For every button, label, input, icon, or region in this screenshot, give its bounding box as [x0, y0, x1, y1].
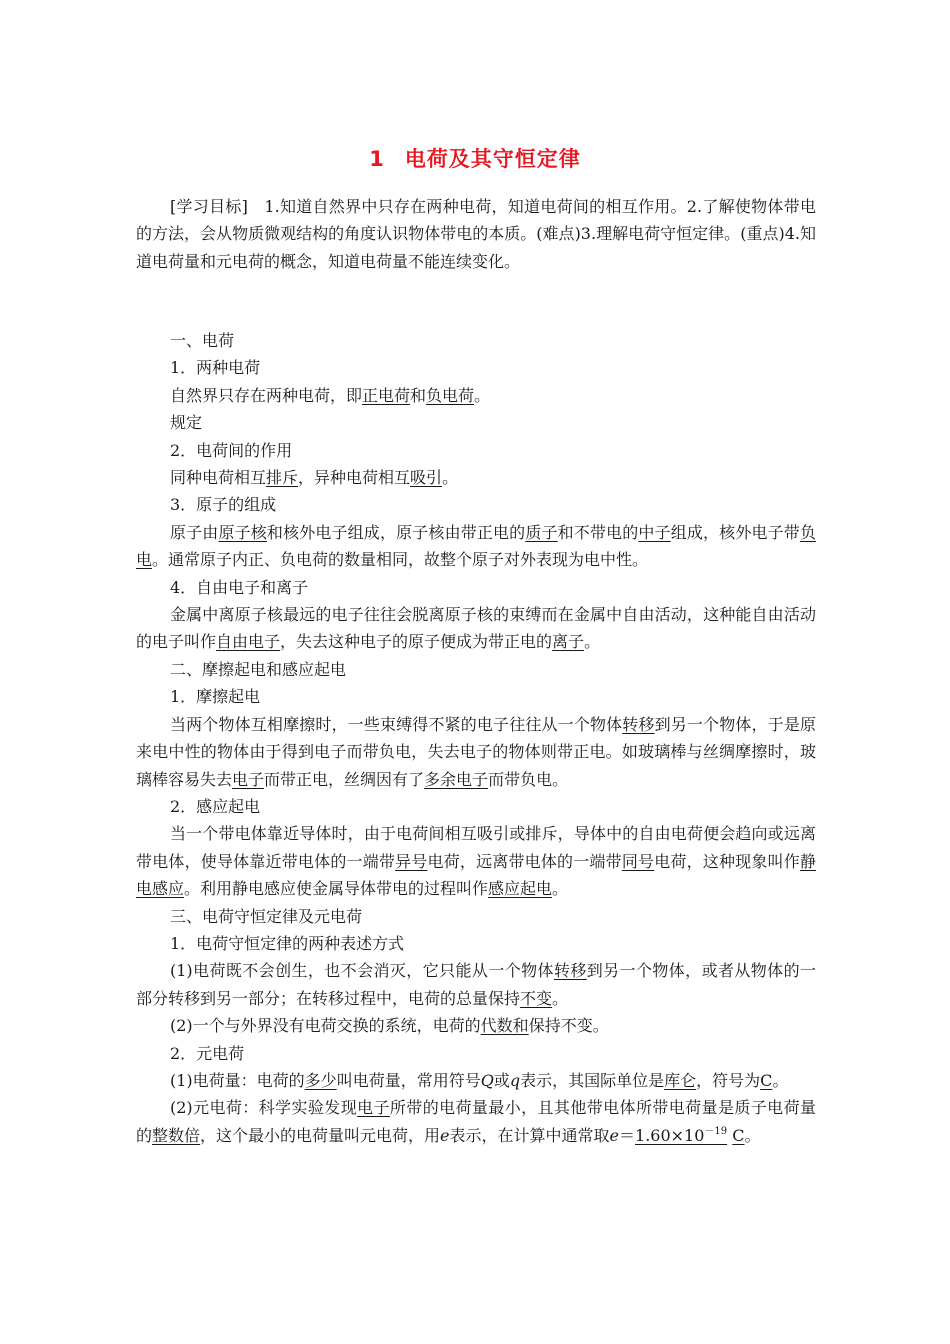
fill-answer: 质子 [525, 522, 558, 542]
fill-answer: 不变 [520, 988, 553, 1008]
fill-answer: 多少 [304, 1070, 337, 1090]
section-heading: 二、摩擦起电和感应起电 [170, 659, 347, 679]
learning-objectives [136, 193, 816, 275]
fill-answer: 负电 [136, 522, 816, 570]
title-number: 1 [369, 147, 385, 171]
fill-answer: 感应起电 [488, 879, 553, 899]
paragraph: 自然界只存在两种电荷，即正电荷和负电荷。 [170, 385, 491, 405]
symbol: q [509, 1070, 521, 1090]
paragraph: (1)电荷量：电荷的多少叫电荷量，常用符号Q或q表示，其国际单位是库仑，符号为C。 [170, 1070, 789, 1090]
paragraph: 同种电荷相互排斥，异种电荷相互吸引。 [170, 468, 459, 488]
subheading: 1．摩擦起电 [170, 687, 261, 707]
paragraph: 当两个物体互相摩擦时，一些束缚得不紧的电子往往从一个物体转移到另一个物体，于是原来电中性的物体由于得到电子而带负电，失去电子的物体则带正电。如玻璃棒与丝绸摩擦时，玻璃棒容易失去电子而带正电，丝绸因有了多余电子而带负电。 [136, 714, 816, 789]
paragraph: 原子由原子核和核外电子组成，原子核由带正电的质子和不带电的中子组成，核外电子带负电。通常原子内正、负电荷的数量相同，故整个原子对外表现为电中性。 [136, 522, 816, 570]
fill-answer: 同号 [621, 851, 655, 871]
paragraph: 当一个带电体靠近导体时，由于电荷间相互吸引或排斥，导体中的自由电荷便会趋向或远离带电体，使导体靠近带电体的一端带异号电荷，远离带电体的一端带同号电荷，这种现象叫作静电感应。利用静电感应使金属导体带电的过程叫作感应起电。 [136, 824, 816, 899]
fill-answer: 正电荷 [362, 385, 411, 405]
symbol: Q [480, 1070, 494, 1090]
section-heading: 三、电荷守恒定律及元电荷 [170, 906, 363, 926]
fill-answer: 电子 [232, 769, 265, 789]
subheading: 4．自由电子和离子 [170, 577, 309, 597]
fill-answer: C [732, 1125, 745, 1145]
fill-answer: $1.60\times 10^{-19}$ [635, 1125, 728, 1145]
fill-answer: 转移 [622, 714, 655, 734]
fill-answer: 排斥 [266, 468, 299, 488]
fill-answer: 中子 [638, 522, 671, 542]
fill-answer: 转移 [553, 961, 587, 981]
symbol: e [440, 1125, 450, 1145]
paragraph: 金属中离原子核最远的电子往往会脱离原子核的束缚而在金属中自由活动，这种能自由活动的电子叫作自由电子，失去这种电子的原子便成为带正电的离子。 [136, 605, 816, 652]
paragraph: (1)电荷既不会创生，也不会消灭，它只能从一个物体转移到另一个物体，或者从物体的一部分转移到另一部分；在转移过程中，电荷的总量保持不变。 [136, 961, 816, 1008]
fill-answer: 静电感应 [136, 851, 816, 899]
fill-answer: 吸引 [410, 468, 443, 488]
fill-answer: 电子 [357, 1098, 390, 1118]
fill-answer: 异号 [395, 851, 428, 871]
fill-answer: 代数和 [480, 1016, 529, 1036]
paragraph: (2)一个与外界没有电荷交换的系统，电荷的代数和保持不变。 [170, 1016, 609, 1036]
paragraph: (2)元电荷：科学实验发现电子所带的电荷量最小，且其他带电体所带电荷量是质子电荷量的整数倍，这个最小的电荷量叫元电荷，用e表示，在计算中通常取$e=1.60\times 10^{-19}$ C。 [136, 1098, 816, 1145]
subheading: 1．电荷守恒定律的两种表述方式 [170, 933, 405, 953]
main-content [136, 327, 816, 1149]
subheading: 1．两种电荷 [170, 358, 261, 378]
fill-answer: 离子 [552, 632, 585, 652]
title-text: 电荷及其守恒定律 [404, 147, 581, 171]
paragraph: 规定 [170, 413, 203, 433]
fill-answer: 原子核 [218, 522, 267, 542]
subheading: 2．电荷间的作用 [170, 440, 293, 460]
objectives-label: [学习目标] [170, 197, 248, 216]
symbol: e [609, 1125, 619, 1145]
objectives-text: 1.知道自然界中只存在两种电荷，知道电荷间的相互作用。2.了解使物体带电的方法，会从物质微观结构的角度认识物体带电的本质。(难点)3.理解电荷守恒定律。(重点)4.知道电荷量和元电荷的概念，知道电荷量不能连续变化。 [136, 197, 816, 271]
fill-answer: 库仑 [664, 1070, 697, 1090]
subheading: 3．原子的组成 [170, 495, 277, 515]
page-title [0, 143, 950, 173]
section-heading: 一、电荷 [170, 331, 235, 350]
fill-answer: 整数倍 [152, 1125, 201, 1145]
subheading: 2．元电荷 [170, 1043, 245, 1063]
fill-answer: 负电荷 [426, 385, 475, 405]
fill-answer: 自由电子 [216, 632, 281, 652]
subheading: 2．感应起电 [170, 796, 261, 816]
fill-answer: 多余电子 [424, 769, 489, 789]
fill-answer: C [760, 1070, 773, 1090]
